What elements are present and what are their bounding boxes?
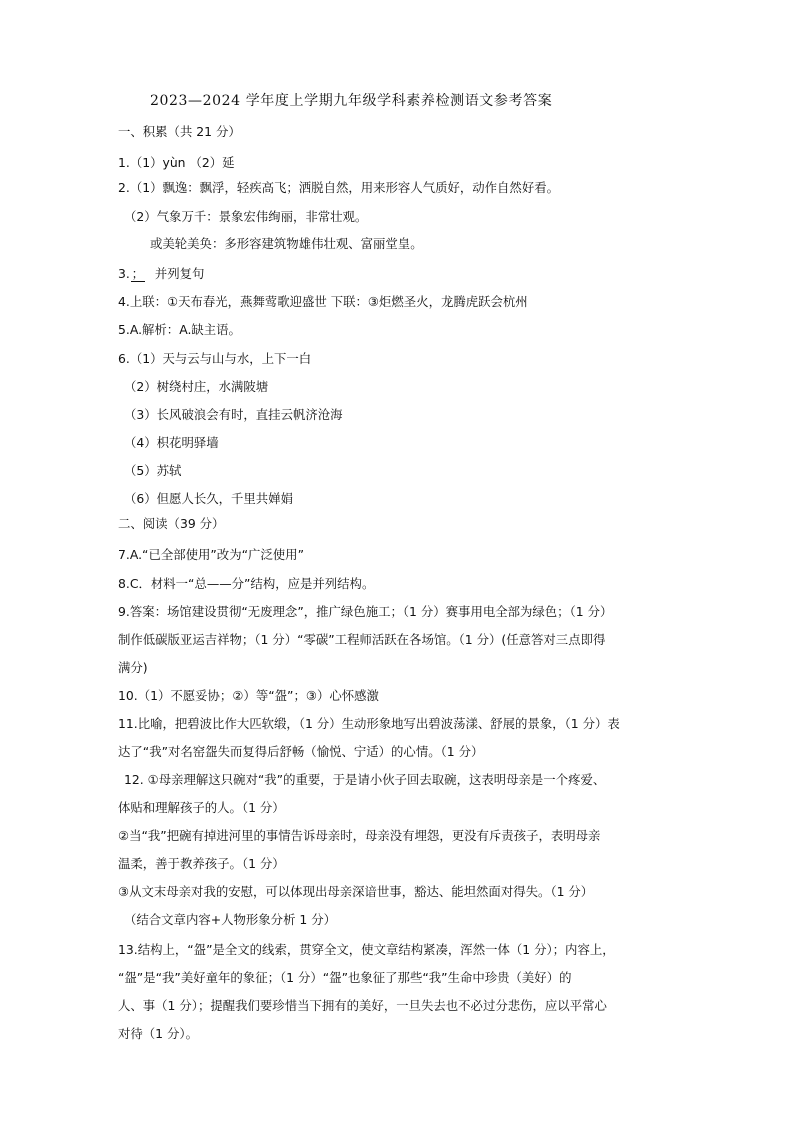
answer-line: 体贴和理解孩子的人。（1 分） — [118, 800, 285, 815]
answer-line: 人、事（1 分）；提醒我们要珍惜当下拥有的美好，一旦失去也不必过分悲伤，应以平常心 — [118, 998, 607, 1013]
answer-line: 10.（1）不愿妥协；②）等“盌”；③）心怀感激 — [118, 688, 379, 703]
answer-line: 4.上联：①天布春光，燕舞莺歌迎盛世 下联：③炬燃圣火，龙腾虎跃会杭州 — [118, 294, 528, 309]
answer-text: 并列复句 — [154, 266, 205, 281]
answer-line: 1.（1）yùn （2）延 — [118, 155, 235, 170]
answer-line: （6）但愿人长久，千里共婵娟 — [124, 491, 293, 506]
answer-line: 11.比喻，把碧波比作大匹软缎，（1 分）生动形象地写出碧波荡漾、舒展的景象，（1 分）表 — [118, 716, 620, 731]
answer-line: 8.C．材料一“总——分”结构，应是并列结构。 — [118, 576, 375, 591]
answer-line: （4）枳花明驿墙 — [124, 435, 219, 450]
answer-line: （2）气象万千：景象宏伟绚丽，非常壮观。 — [124, 209, 368, 224]
underlined-blank: ； — [131, 266, 145, 281]
answer-line: ③从文末母亲对我的安慰，可以体现出母亲深谙世事，豁达、能坦然面对得失。（1 分） — [118, 884, 594, 899]
answer-line: 12. ①母亲理解这只碗对“我”的重要，于是请小伙子回去取碗，这表明母亲是一个疼爱、 — [124, 772, 606, 787]
section-heading-accumulation: 一、积累（共 21 分） — [118, 124, 241, 139]
answer-line: 5.A.解析：A.缺主语。 — [118, 322, 241, 337]
answer-line-q3 — [118, 266, 204, 282]
answer-line: 13.结构上，“盌”是全文的线索，贯穿全文，使文章结构紧凑，浑然一体（1 分）；内容上， — [118, 942, 615, 957]
answer-line: 6.（1）天与云与山与水，上下一白 — [118, 351, 312, 366]
answer-line: 温柔，善于教养孩子。（1 分） — [118, 856, 285, 871]
section-heading-reading: 二、阅读（39 分） — [118, 516, 225, 531]
answer-line: 9.答案：场馆建设贯彻“无废理念”，推广绿色施工；（1 分）赛事用电全部为绿色；（1 分） — [118, 604, 613, 619]
answer-line: （5）苏轼 — [124, 463, 182, 478]
answer-line: “盌”是“我”美好童年的象征；（1 分）“盌”也象征了那些“我”生命中珍贵（美好）的 — [118, 970, 572, 985]
document-title: 2023—2024 学年度上学期九年级学科素养检测语文参考答案 — [150, 93, 553, 109]
answer-line: 达了“我”对名窑盌失而复得后舒畅（愉悦、宁适）的心情。（1 分） — [118, 744, 484, 759]
answer-line: 满分) — [118, 660, 148, 675]
answer-line: ②当“我”把碗有掉进河里的事情告诉母亲时，母亲没有埋怨，更没有斥责孩子，表明母亲 — [118, 828, 601, 843]
answer-line: （3）长风破浪会有时，直挂云帆济沧海 — [124, 407, 343, 422]
answer-line: 制作低碳版亚运吉祥物；（1 分）“零碳”工程师活跃在各场馆。（1 分）(任意答对三点即得 — [118, 632, 606, 647]
question-number: 3. — [118, 266, 130, 281]
answer-line: 或美轮美奂：多形容建筑物雄伟壮观、富丽堂皇。 — [150, 236, 423, 251]
answer-line: 2.（1）飘逸：飘浮，轻疾高飞；洒脱自然，用来形容人气质好，动作自然好看。 — [118, 180, 559, 195]
answer-line: 对待（1 分）。 — [118, 1026, 198, 1041]
answer-line: 7.A.“已全部使用”改为“广泛使用” — [118, 547, 304, 562]
answer-line: （2）树绕村庄，水满陂塘 — [124, 379, 269, 394]
answer-line: （结合文章内容+人物形象分析 1 分） — [124, 912, 337, 927]
